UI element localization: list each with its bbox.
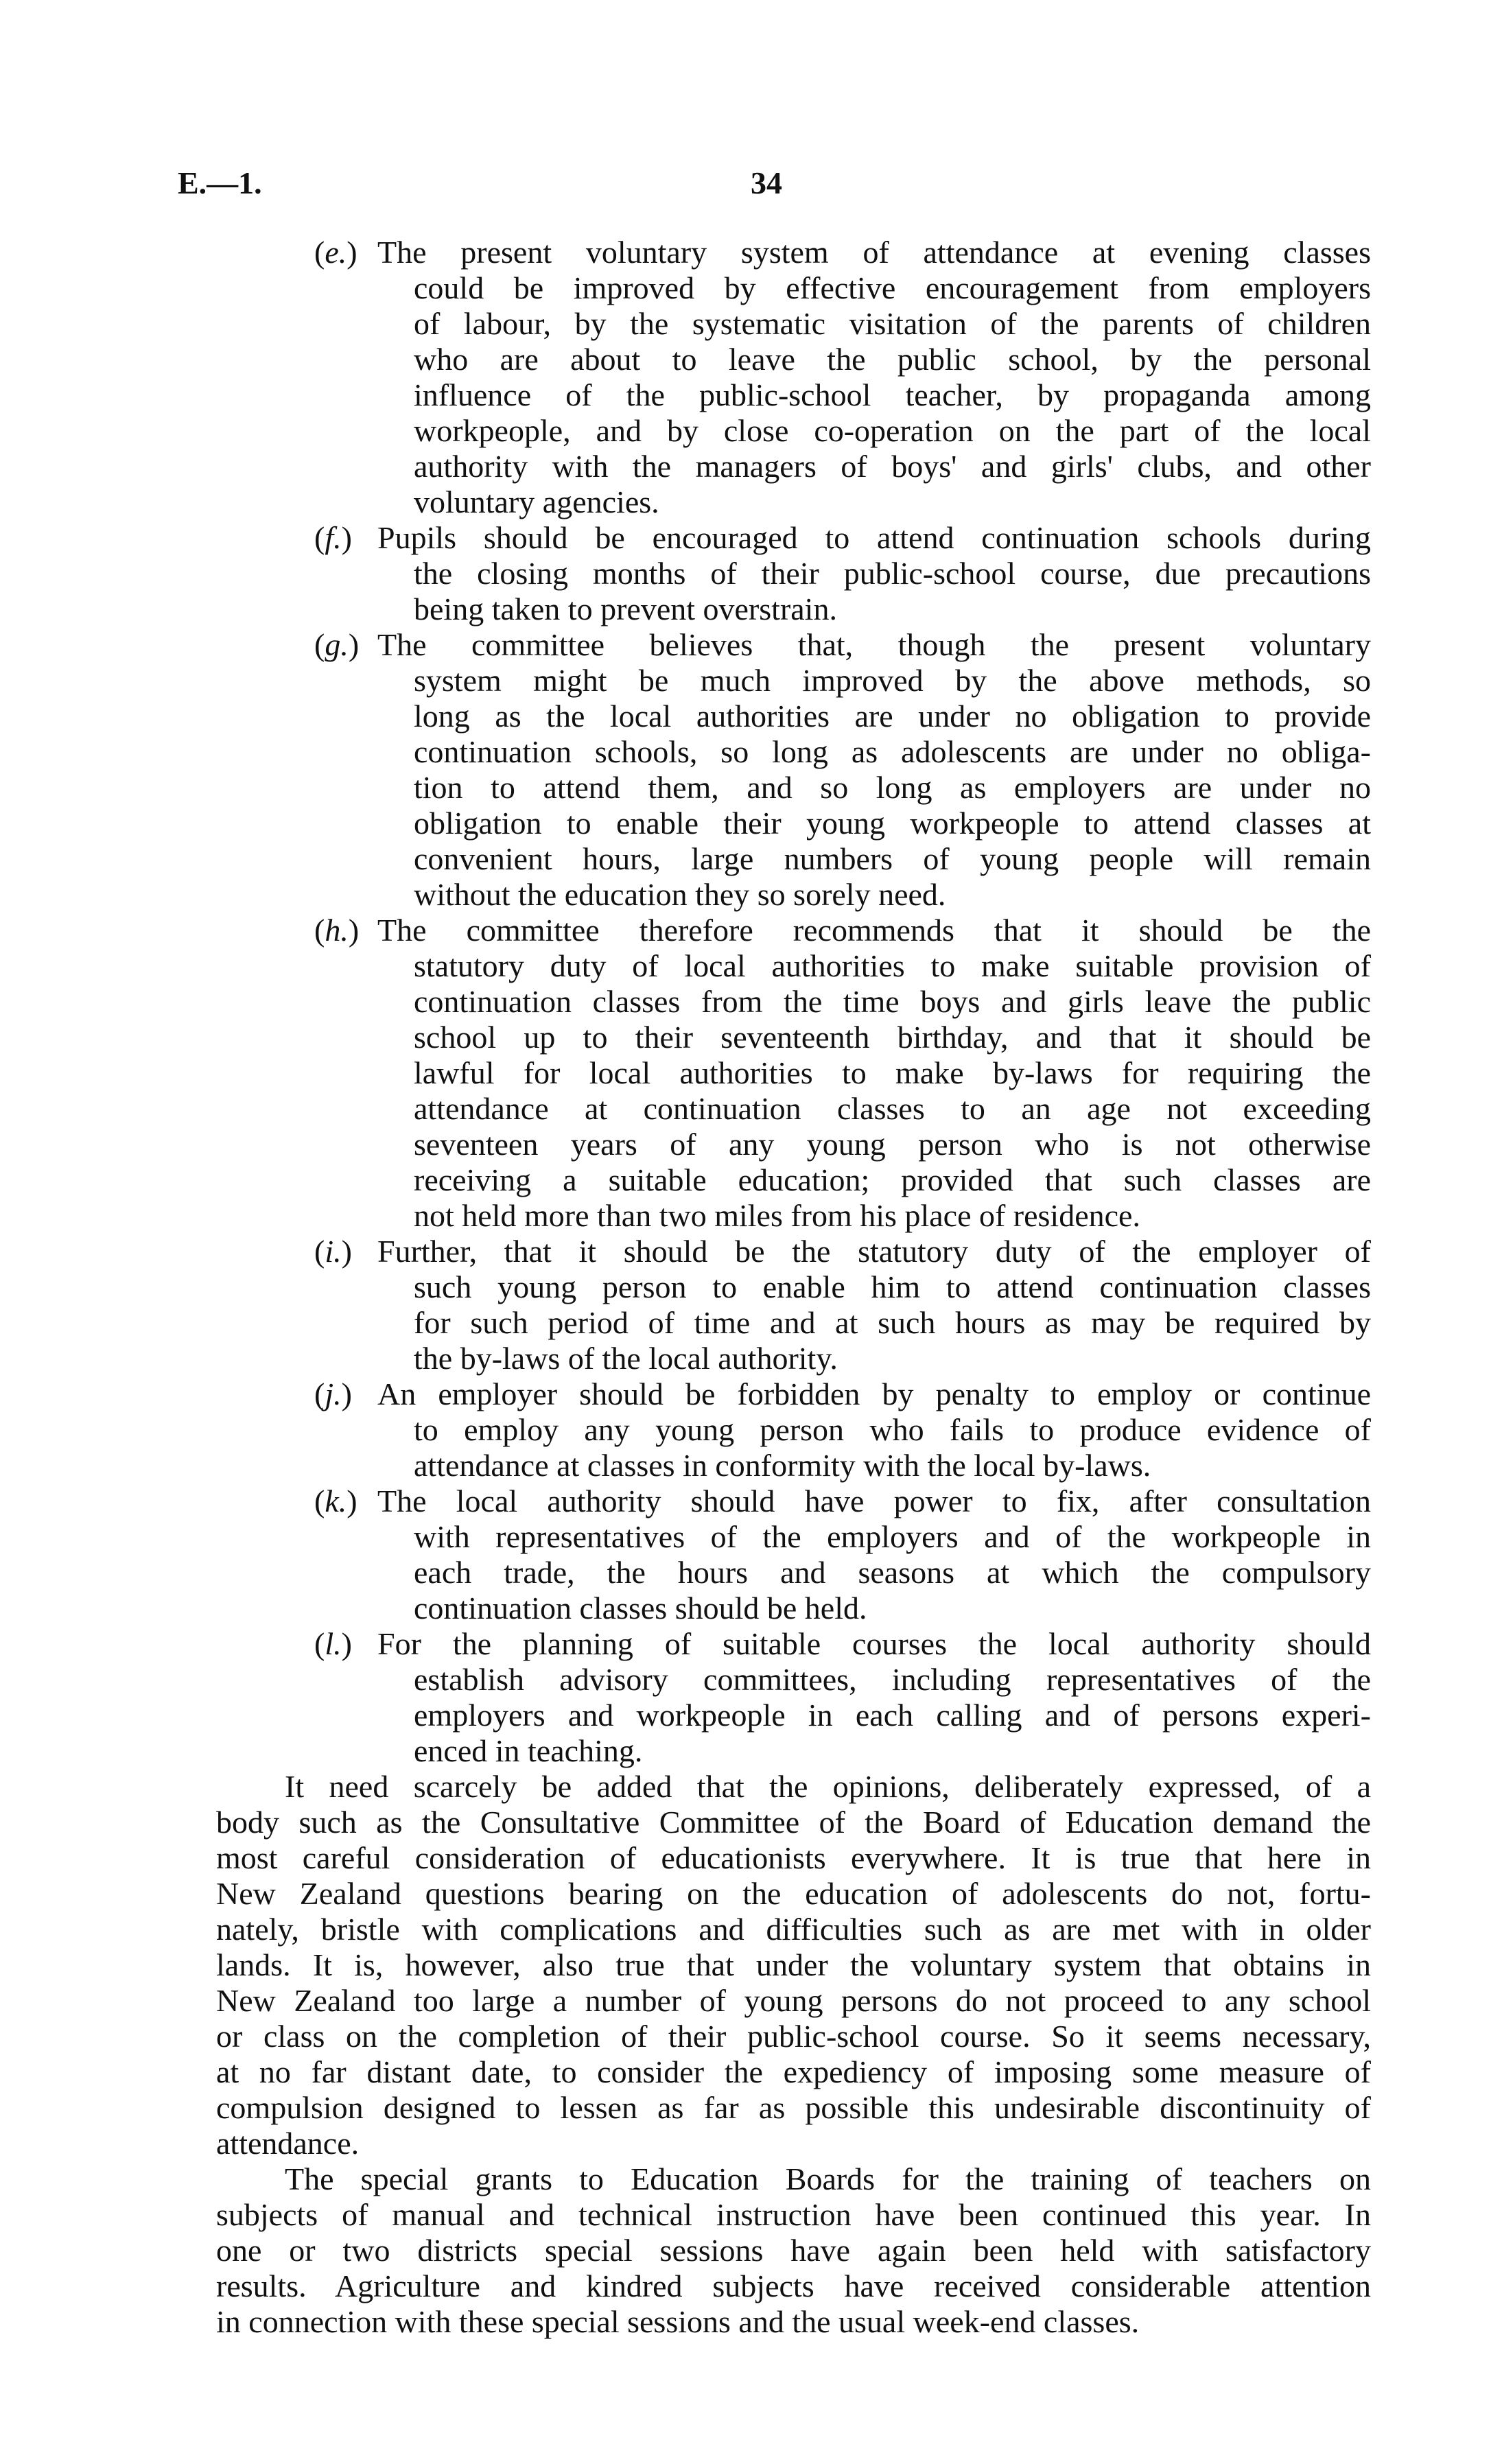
list-item [314, 520, 1371, 627]
text-line: voluntary agencies. [414, 484, 659, 519]
text-line [314, 1483, 1371, 1519]
text-line: results. Agriculture and kindred subjects have received considerable attention [216, 2268, 1371, 2303]
text-line: subjects of manual and technical instruction have been continued this year. In [216, 2197, 1371, 2232]
item-text: Further, that it should be the statutory duty of the employer of [377, 1234, 1371, 1269]
item-label-letter: i. [325, 1234, 342, 1269]
item-text: For the planning of suitable courses the local authority should [377, 1626, 1371, 1661]
text-line: each trade, the hours and seasons at which the compulsory [414, 1555, 1371, 1590]
text-line: not held more than two miles from his place of residence. [414, 1198, 1140, 1233]
text-line: lands. It is, however, also true that under the voluntary system that obtains in [216, 1947, 1371, 1982]
text-line: The special grants to Education Boards for the training of teachers on [285, 2161, 1371, 2196]
text-line [314, 913, 1371, 948]
text-line: enced in teaching. [414, 1733, 643, 1768]
text-line: in connection with these special sessions and the usual week-end classes. [216, 2304, 1140, 2339]
text-line [314, 235, 1371, 270]
item-label-letter: e. [325, 235, 347, 270]
text-line: tion to attend them, and so long as employers are under no [414, 770, 1371, 805]
text-line: the closing months of their public-school course, due precautions [414, 556, 1371, 591]
document-body [216, 235, 1371, 2340]
item-text: The committee therefore recommends that it should be the [377, 913, 1371, 948]
list-item [314, 913, 1371, 1234]
item-label: (k.) [314, 1483, 357, 1518]
text-line: system might be much improved by the above methods, so [414, 663, 1371, 698]
item-label: (l.) [314, 1626, 352, 1661]
text-line: obligation to enable their young workpeople to attend classes at [414, 806, 1371, 841]
list-item [314, 1376, 1371, 1483]
item-label-letter: h. [325, 913, 349, 948]
text-line: attendance at continuation classes to an age not exceeding [414, 1091, 1371, 1126]
text-line: at no far distant date, to consider the expediency of imposing some measure of [216, 2054, 1371, 2089]
text-line: It need scarcely be added that the opinions, deliberately expressed, of a [285, 1769, 1371, 1804]
text-line: could be improved by effective encouragement from employers [414, 270, 1371, 305]
text-line: such young person to enable him to attend continuation classes [414, 1269, 1371, 1304]
text-line: statutory duty of local authorities to make suitable provision of [414, 948, 1371, 983]
text-line: of labour, by the systematic visitation of the parents of children [414, 306, 1371, 341]
item-label: (f.) [314, 520, 352, 555]
text-line: school up to their seventeenth birthday, and that it should be [414, 1020, 1371, 1055]
text-line: continuation classes from the time boys and girls leave the public [414, 984, 1371, 1019]
text-line: attendance at classes in conformity with the local by-laws. [414, 1448, 1151, 1483]
text-line: to employ any young person who fails to produce evidence of [414, 1412, 1371, 1447]
text-line: the by-laws of the local authority. [414, 1341, 838, 1376]
text-line: body such as the Consultative Committee of the Board of Education demand the [216, 1805, 1371, 1840]
paragraph [216, 2161, 1371, 2340]
text-line [314, 520, 1371, 556]
item-label: (g.) [314, 627, 360, 662]
text-line: who are about to leave the public school, by the personal [414, 342, 1371, 377]
item-label-letter: j. [325, 1376, 342, 1411]
text-line: establish advisory committees, including representatives of the [414, 1662, 1371, 1697]
text-line [314, 1626, 1371, 1662]
text-line: workpeople, and by close co-operation on the part of the local [414, 413, 1371, 448]
item-text: Pupils should be encouraged to attend continuation schools during [377, 520, 1371, 555]
item-label: (i.) [314, 1234, 352, 1269]
item-text: The committee believes that, though the present voluntary [377, 627, 1371, 662]
text-line: compulsion designed to lessen as far as possible this undesirable discontinuity of [216, 2090, 1371, 2125]
text-line: seventeen years of any young person who is not otherwise [414, 1127, 1371, 1162]
item-label-letter: g. [325, 627, 349, 662]
item-label: (e.) [314, 235, 357, 270]
item-label-letter: l. [325, 1626, 342, 1661]
item-label: (h.) [314, 913, 360, 948]
item-label-letter: f. [325, 520, 342, 555]
text-line: attendance. [216, 2126, 360, 2161]
text-line [314, 1376, 1371, 1412]
document-code: E.—1. [178, 165, 262, 200]
item-text: The present voluntary system of attendance at evening classes [377, 235, 1371, 270]
text-line: nately, bristle with complications and difficulties such as are met with in older [216, 1912, 1371, 1947]
text-line: New Zealand questions bearing on the education of adolescents do not, fortu- [216, 1876, 1371, 1911]
text-line: long as the local authorities are under no obligation to provide [414, 699, 1371, 734]
text-line: New Zealand too large a number of young persons do not proceed to any school [216, 1983, 1371, 2018]
text-line: lawful for local authorities to make by-laws for requiring the [414, 1055, 1371, 1090]
text-line: with representatives of the employers and of the workpeople in [414, 1519, 1371, 1554]
text-line: without the education they so sorely need. [414, 877, 946, 912]
page-number: 34 [751, 165, 782, 200]
paragraph [216, 1769, 1371, 2161]
text-line: receiving a suitable education; provided that such classes are [414, 1162, 1371, 1197]
list-item [314, 1483, 1371, 1626]
item-label: (j.) [314, 1376, 352, 1411]
item-label-letter: k. [325, 1483, 347, 1518]
item-text: The local authority should have power to fix, after consultation [377, 1483, 1371, 1518]
item-text: An employer should be forbidden by penalty to employ or continue [377, 1376, 1371, 1411]
text-line: continuation schools, so long as adolescents are under no obliga- [414, 734, 1371, 769]
text-line: employers and workpeople in each calling and of persons experi- [414, 1698, 1371, 1733]
text-line: most careful consideration of educationists everywhere. It is true that here in [216, 1840, 1371, 1875]
text-line: being taken to prevent overstrain. [414, 591, 837, 626]
list-item [314, 1626, 1371, 1769]
text-line: continuation classes should be held. [414, 1591, 867, 1626]
text-line [314, 627, 1371, 663]
text-line: influence of the public-school teacher, by propaganda among [414, 377, 1371, 412]
text-line: for such period of time and at such hours as may be required by [414, 1305, 1371, 1340]
list-item [314, 235, 1371, 520]
text-line: or class on the completion of their public-school course. So it seems necessary, [216, 2019, 1371, 2054]
text-line: one or two districts special sessions have again been held with satisfactory [216, 2233, 1371, 2268]
text-line: authority with the managers of boys' and girls' clubs, and other [414, 449, 1371, 484]
text-line [314, 1234, 1371, 1269]
list-item [314, 1234, 1371, 1376]
list-item [314, 627, 1371, 913]
text-line: convenient hours, large numbers of young people will remain [414, 841, 1371, 876]
